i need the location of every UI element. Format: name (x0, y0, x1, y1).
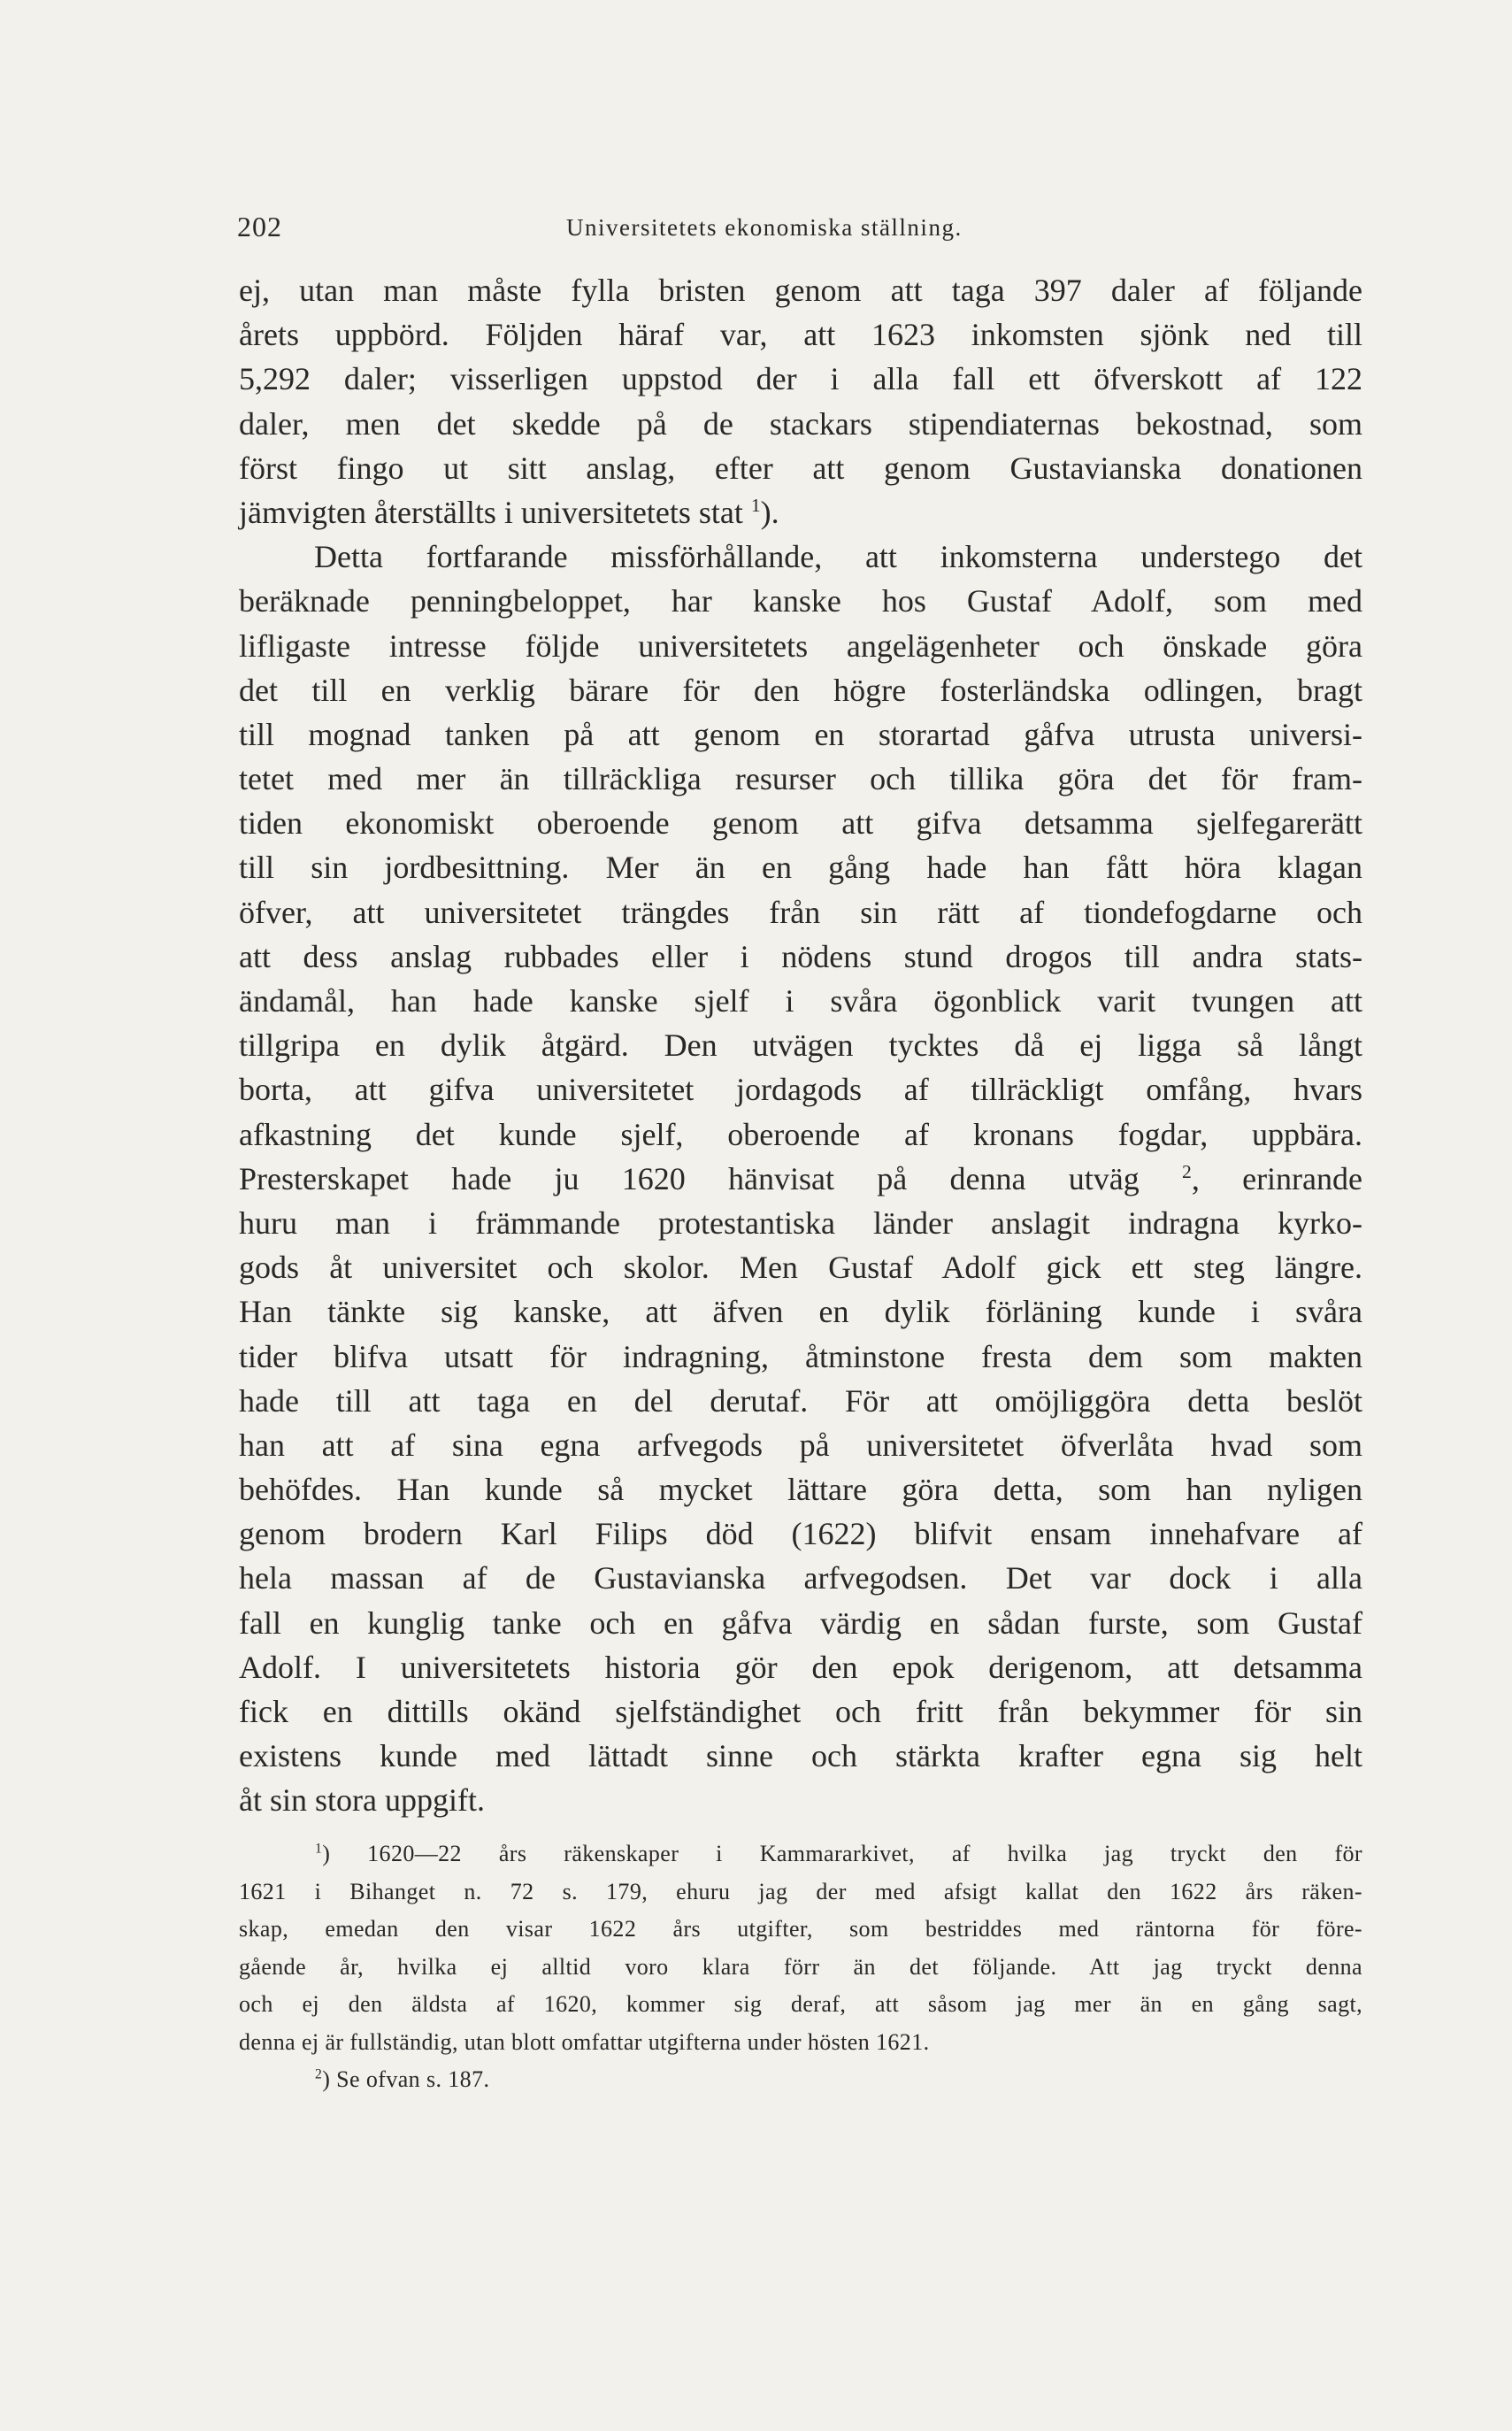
text-line: han att af sina egna arfvegods på universitetet öfverlåta hvad som (239, 1427, 1362, 1463)
text-line: åt sin stora uppgift. (239, 1782, 485, 1819)
text-line-segment: Presterskapet hade ju 1620 hänvisat på denna utväg (239, 1160, 1140, 1196)
page-number: 202 (237, 211, 282, 242)
running-head: Universitetets ekonomiska ställning. (566, 214, 963, 241)
text-line: fall en kunglig tanke och en gåfva värdig en sådan furste, som Gustaf (239, 1604, 1362, 1641)
footnote-1 (239, 1835, 1362, 1873)
footnote-line: och ej den äldsta af 1620, kommer sig deraf, att såsom jag mer än en gång sagt, (239, 1991, 1362, 2017)
text-line: fick en dittills okänd sjelfständighet och fritt från bekymmer för sin (239, 1694, 1362, 1729)
text-line: hade till att taga en del derutaf. För att omöjliggöra detta beslöt (239, 1382, 1362, 1419)
text-line: det till en verklig bärare för den högre fosterländska odlingen, bragt (239, 672, 1362, 708)
footnote-ref-2: 2 (1182, 1160, 1192, 1182)
text-line: gods åt universitet och skolor. Men Gustaf Adolf gick ett steg längre. (239, 1250, 1362, 1286)
footnote-text: ) Se ofvan s. 187. (322, 2066, 490, 2092)
text-line: 5,292 daler; visserligen uppstod der i alla fall ett öfverskott af 122 (239, 361, 1362, 397)
footnote-line: gående år, hvilka ej alltid voro klara förr än det följande. Att jag tryckt denna (239, 1953, 1362, 1980)
text-line: tillgripa en dylik åtgärd. Den utvägen tycktes då ej ligga så långt (239, 1027, 1362, 1064)
text-line: öfver, att universitetet trängdes från sin rätt af tiondefogdarne och (239, 894, 1362, 930)
text-line: huru man i främmande protestantiska länder anslagit indragna kyrko- (239, 1204, 1362, 1241)
text-line: Han tänkte sig kanske, att äfven en dylik förläning kunde i svåra (239, 1294, 1362, 1330)
text-line: tider blifva utsatt för indragning, åtminstone fresta dem som makten (239, 1338, 1362, 1374)
text-line: afkastning det kunde sjelf, oberoende af kronans fogdar, uppbära. (239, 1116, 1362, 1152)
text-line: ändamål, han hade kanske sjelf i svåra ögonblick varit tvungen att (239, 983, 1362, 1019)
text-line: till sin jordbesittning. Mer än en gång hade han fått höra klagan (239, 850, 1362, 886)
text-line: lifligaste intresse följde universitetets angelägenheter och önskade göra (239, 627, 1362, 664)
text-line-tail: , erinrande (1191, 1160, 1363, 1196)
text-line: årets uppbörd. Följden häraf var, att 1623 inkomsten sjönk ned till (239, 317, 1362, 353)
text-line: borta, att gifva universitetet jordagods af tillräckligt omfång, hvars (239, 1072, 1362, 1108)
text-line: till mognad tanken på att genom en storartad gåfva utrusta universi- (239, 716, 1362, 752)
text-line: hela massan af de Gustavianska arfvegodsen. Det var dock i alla (239, 1560, 1362, 1596)
footnote-line: skap, emedan den visar 1622 års utgifter, som bestriddes med räntorna för före- (239, 1916, 1362, 1942)
text-line: genom brodern Karl Filips död (1622) blifvit ensam innehafvare af (239, 1516, 1362, 1552)
text-line: först fingo ut sitt anslag, efter att genom Gustavianska donationen (239, 450, 1362, 486)
text-line-segment: jämvigten återställts i universitetets stat (239, 494, 743, 530)
text-line: Detta fortfarande missförhållande, att inkomsterna understego det (314, 539, 1362, 575)
footnotes (239, 1835, 1362, 2099)
text-line: existens kunde med lättadt sinne och stärkta krafter egna sig helt (239, 1738, 1362, 1774)
footnote-mark-2: 2 (315, 2066, 323, 2082)
text-line: tiden ekonomiskt oberoende genom att gifva detsamma sjelfegarerätt (239, 805, 1362, 842)
footnote-line: 1621 i Bihanget n. 72 s. 179, ehuru jag der med afsigt kallat den 1622 års räken- (239, 1878, 1362, 1904)
text-line-tail: ). (760, 494, 779, 530)
text-line: att dess anslag rubbades eller i nödens stund drogos till andra stats- (239, 938, 1362, 974)
footnote-line: denna ej är fullständig, utan blott omfattar utgifterna under hösten 1621. (239, 2028, 930, 2055)
footnote-2 (239, 2061, 1362, 2099)
text-line: ej, utan man måste fylla bristen genom att taga 397 daler af följande (239, 273, 1362, 308)
text-line: tetet med mer än tillräckliga resurser och tillika göra det för fram- (239, 761, 1362, 797)
text-line: beräknade penningbeloppet, har kanske hos Gustaf Adolf, som med (239, 583, 1362, 619)
body-text (239, 268, 1362, 1823)
text-line (239, 1157, 1362, 1201)
text-line: Adolf. I universitetets historia gör den epok derigenom, att detsamma (239, 1649, 1362, 1685)
footnote-ref-1: 1 (750, 494, 761, 516)
footnote-text: ) 1620—22 års räkenskaper i Kammararkivet, af hvilka jag tryckt den för (322, 1841, 1362, 1866)
footnote-mark-1: 1 (315, 1841, 323, 1857)
text-line (239, 490, 1362, 535)
text-line: daler, men det skedde på de stackars stipendiaternas bekostnad, som (239, 405, 1362, 442)
text-line: behöfdes. Han kunde så mycket lättare göra detta, som han nyligen (239, 1472, 1362, 1508)
